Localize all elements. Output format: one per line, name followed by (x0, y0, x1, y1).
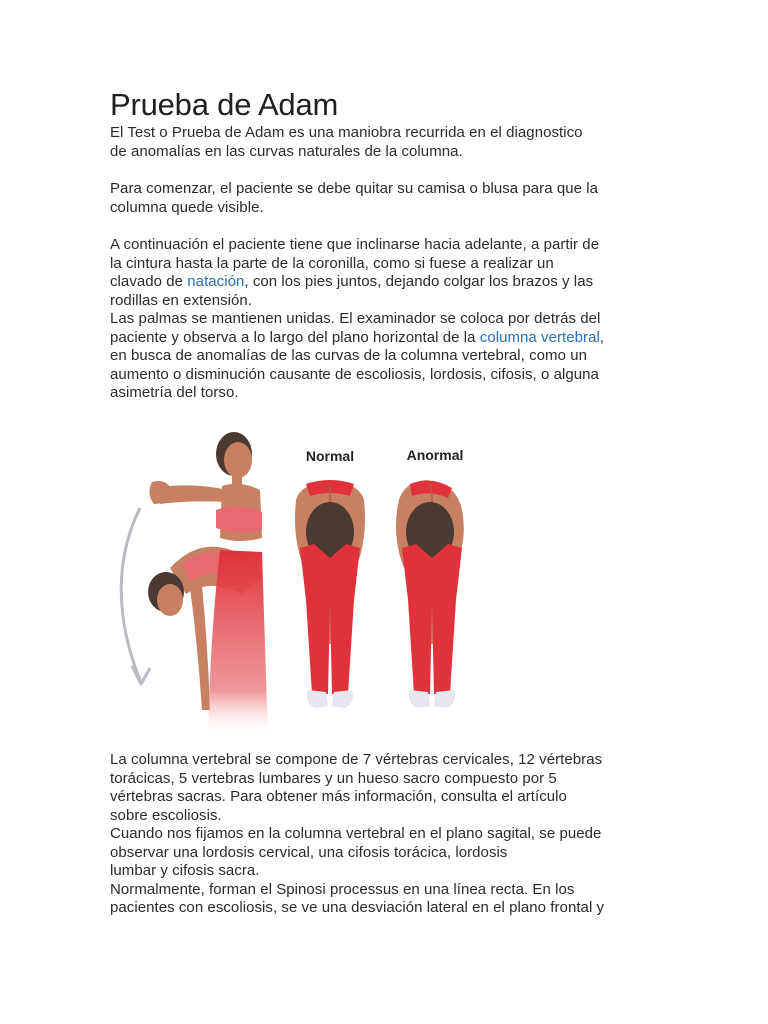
anatomy-line-4: sobre escoliosis. (110, 806, 222, 824)
adam-test-illustration (110, 418, 480, 738)
normal-label: Normal (305, 448, 355, 464)
procedure-line-6-start: paciente y observa a lo largo del plano horizontal de la (110, 328, 480, 346)
procedure-line-7: en busca de anomalías de las curvas de la columna vertebral, como un (110, 347, 587, 364)
anatomy-line-8: Normalmente, forman el Spinosi processus en una línea recta. En los (110, 880, 575, 898)
intro-line-2: de anomalías en las curvas naturales de la columna. (110, 142, 463, 160)
anatomy-line-5: Cuando nos fijamos en la columna vertebral en el plano sagital, se puede (110, 825, 602, 842)
document-body (110, 86, 670, 403)
procedure-line-4: rodillas en extensión. (110, 291, 253, 309)
procedure-line-6-end: , (599, 328, 605, 346)
anatomy-line-9: pacientes con escoliosis, se ve una desviación lateral en el plano frontal y (110, 899, 605, 916)
motion-arrowhead-icon (132, 666, 150, 684)
standing-figure (149, 432, 262, 541)
anatomy-line-7: lumbar y cifosis sacra. (110, 862, 260, 879)
motion-arrow-icon (121, 508, 140, 680)
anatomy-paragraph (110, 751, 670, 918)
anatomy-section (110, 751, 670, 918)
abnormal-spine-figure (396, 480, 464, 708)
preparation-paragraph (110, 180, 670, 217)
anatomy-line-6: observar una lordosis cervical, una cifosis torácica, lordosis (110, 843, 508, 861)
procedure-line-1: A continuación el paciente tiene que inclinarse hacia adelante, a partir de (110, 236, 600, 253)
bending-figure-side (148, 547, 268, 738)
anatomy-line-2: torácicas, 5 vertebras lumbares y un hueso sacro compuesto por 5 (110, 769, 557, 787)
intro-paragraph (110, 124, 670, 161)
procedure-line-8: aumento o disminución causante de escoliosis, lordosis, cifosis, o alguna (110, 365, 599, 383)
preparation-line-1: Para comenzar, el paciente se debe quitar su camisa o blusa para que la (110, 180, 599, 197)
natacion-link[interactable]: natación (187, 273, 245, 290)
normal-spine-figure (295, 480, 365, 708)
page-title: Prueba de Adam (110, 87, 339, 122)
intro-line-1: El Test o Prueba de Adam es una maniobra recurrida en el diagnostico (110, 124, 583, 141)
procedure-paragraph (110, 236, 670, 403)
procedure-line-3-end: , con los pies juntos, dejando colgar los brazos y las (244, 273, 594, 290)
procedure-line-3-start: clavado de (110, 273, 188, 290)
procedure-line-5: Las palmas se mantienen unidas. El examinador se coloca por detrás del (110, 310, 601, 327)
abnormal-label: Anormal (406, 447, 464, 463)
procedure-line-9: asimetría del torso. (110, 384, 239, 401)
columna-vertebral-link[interactable]: columna vertebral (479, 328, 600, 346)
procedure-line-2: la cintura hasta la parte de la coronilla, como si fuese a realizar un (110, 254, 554, 272)
anatomy-line-3: vértebras sacras. Para obtener más información, consulta el artículo (110, 788, 567, 805)
preparation-line-2: columna quede visible. (110, 198, 264, 216)
anatomy-line-1: La columna vertebral se compone de 7 vértebras cervicales, 12 vértebras (110, 751, 603, 768)
